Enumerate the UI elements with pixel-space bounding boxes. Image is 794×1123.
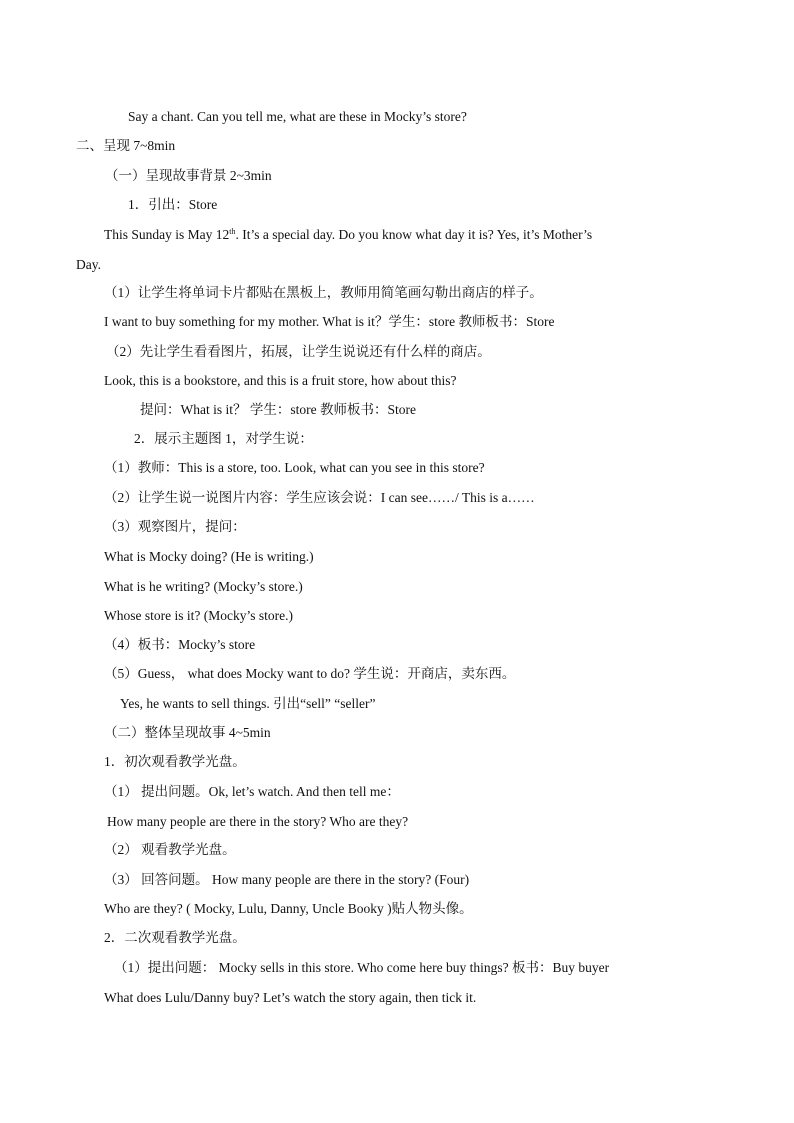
text-line-bookstore: Look, this is a bookstore, and this is a fruit store, how about this?	[104, 373, 457, 388]
text-line-buy-something: I want to buy something for my mother. What is it？学生：store 教师板书：Store	[104, 314, 555, 329]
step-heading-second-watch: 2．二次观看教学光盘。	[104, 930, 246, 945]
text-line-guess: （5）Guess， what does Mocky want to do? 学生说：开商店，卖东西。	[104, 666, 516, 681]
superscript-th: th	[229, 227, 236, 236]
text-line-he-writing: What is he writing? (Mocky’s store.)	[104, 579, 303, 594]
text-line-chant: Say a chant. Can you tell me, what are these in Mocky’s store?	[128, 109, 467, 124]
step-heading-theme-picture: 2．展示主题图 1，对学生说：	[134, 431, 313, 446]
text-segment: . It’s a special day. Do you know what day it is? Yes, it’s Mother’s	[235, 227, 593, 242]
subsection-heading-background: （一）呈现故事背景 2~3min	[105, 168, 272, 183]
text-line-observe: （3）观察图片，提问：	[104, 519, 246, 534]
text-line-word-cards: （1）让学生将单词卡片都贴在黑板上，教师用简笔画勾勒出商店的样子。	[104, 285, 543, 300]
text-line-board-mockys-store: （4）板书：Mocky’s store	[104, 637, 256, 652]
text-line-mocky-sells: （1）提出问题： Mocky sells in this store. Who come here buy things? 板书：Buy buyer	[114, 960, 610, 975]
text-line-watch-disc: （2） 观看教学光盘。	[104, 842, 236, 857]
text-line-what-does-buy: What does Lulu/Danny buy? Let’s watch the story again, then tick it.	[104, 990, 477, 1005]
text-line-whose-store: Whose store is it? (Mocky’s store.)	[104, 608, 293, 623]
text-line-question-store: 提问：What is it？ 学生：store 教师板书：Store	[140, 402, 416, 417]
section-heading-present: 二、呈现 7~8min	[76, 138, 176, 153]
text-segment: This Sunday is May 12	[104, 227, 230, 242]
text-line-mothers-day	[104, 226, 718, 244]
step-heading-first-watch: 1．初次观看教学光盘。	[104, 754, 246, 769]
step-heading-store: 1．引出：Store	[128, 197, 218, 212]
text-line-teacher: （1）教师：This is a store, too. Look, what can you see in this store?	[104, 460, 485, 475]
text-line-day: Day.	[76, 257, 101, 272]
text-line-answer-questions: （3） 回答问题。 How many people are there in the story? (Four)	[104, 872, 470, 887]
text-line-ask-questions: （1） 提出问题。Ok, let’s watch. And then tell me：	[104, 784, 400, 799]
subsection-heading-whole-story: （二）整体呈现故事 4~5min	[104, 725, 271, 740]
text-line-show-pictures: （2）先让学生看看图片，拓展，让学生说说还有什么样的商店。	[106, 344, 491, 359]
text-line-describe-picture: （2）让学生说一说图片内容：学生应该会说：I can see……/ This is a……	[104, 490, 535, 505]
text-line-sell-things: Yes, he wants to sell things. 引出“sell” “seller”	[120, 696, 376, 711]
text-line-how-many-people: How many people are there in the story? Who are they?	[107, 814, 409, 829]
text-line-mocky-doing: What is Mocky doing? (He is writing.)	[104, 549, 314, 564]
text-line-who-are-they: Who are they? ( Mocky, Lulu, Danny, Uncle Booky )贴人物头像。	[104, 901, 473, 916]
